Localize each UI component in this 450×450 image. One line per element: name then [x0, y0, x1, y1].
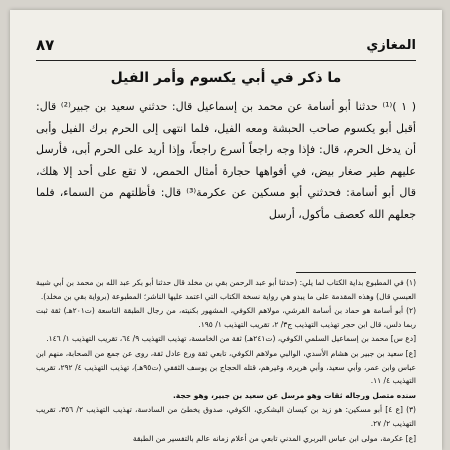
footnotes	[36, 276, 416, 446]
page-number: ٨٧	[36, 36, 55, 54]
footnote: (٣) [ع ٤] أبو مسكين: هو زيد بن كيسان اليشكري، الكوفي، صدوق يخطئ من السادسة، تهذيب التهذيب ٢/ ٣٥٦، تقريب التهذيب ٢/ ٢٧.	[36, 405, 416, 428]
hadith-paragraph: ( ١ )⁽¹⁾ حدثنا أبو أسامة عن محمد بن إسماعيل قال: حدثني سعيد بن جبير⁽²⁾ قال: أقبل أبو يكسوم صاحب الحبشة ومعه الفيل، فلما انتهى إلى الحرم برك الفيل وأبى أن يدخل الحرم، قال: فإذا وجه راجعاً أسرع راجعاً، وإذا أريد على الحرم أبى، فأرسل عليهم طير صغار بيض، في أفواهها حجارة أمثال الحمص، لا تقع على أحد إلا هلك، قال أبو أسامة: فحدثني أبو مسكين عن عكرمة⁽³⁾ قال: فأظلتهم من السماء، فلما جعلهم الله كعصف مأكول، أرسل	[36, 100, 416, 221]
footnote-verdict: سنده متصل ورجاله ثقات وهو مرسل عن سعيد بن جبير، وهو حجة.	[172, 390, 416, 400]
footnote: (٢) أبو أسامة هو حماد بن أسامة القرشي، مولاهم الكوفي، المشهور بكنيته، من رجال الطبقة التاسعة (ت٢٠١هـ) ثقة ثبت ربما دلس، قال ابن حجر تهذيب التهذيب ج٣/ ٢، تقريب التهذيب ١/ ١٩٥.	[36, 306, 416, 329]
footnote: [ع] سعيد بن جبير بن هشام الأسدي، الوالبي مولاهم الكوفي، تابعي ثقة ورع عادل ثقة، روى عن جمع من الصحابة، منهم ابن عباس وابن عمر، وأبي سعيد، وأبي هريرة، وغيرهم، قتله الحجاج بن يوسف الثقفي (ت٩٥هـ)، تهذيب التهذيب ٤/ ٢٩٢، تقريب التهذيب ٤/ ١١.	[36, 348, 416, 386]
main-text	[36, 96, 416, 269]
document-page	[10, 10, 442, 450]
page-header	[36, 36, 416, 61]
footnote: (١) في المطبوع بداية الكتاب لما يلي: (حدثنا أبو عبد الرحمن بقي بن مخلد قال حدثنا أبو بكر عبد الله بن محمد بن أبي شيبة العبسي قال) وهذه المقدمة على ما يبدو هي رواية نسخة الكتاب التي اعتمد عليها الناشر؛ المطبوعة (برواية بقي بن مخلد).	[36, 278, 416, 301]
footnote: [ع] عكرمة، مولى ابن عباس البربري المدني تابعي من أعلام زمانه عالم بالتفسير من الطبقة	[132, 433, 416, 443]
footnote-divider	[296, 272, 416, 273]
running-head: المغازي	[366, 38, 416, 53]
footnote: [دع س] محمد بن إسماعيل السلمي الكوفي، (ت٢٤١هـ) ثقة من الخامسة، تهذيب التهذيب ٩/ ٦٤، تقريب التهذيب ١/ ١٤٦.	[46, 334, 416, 344]
section-title: ما ذكر في أبي يكسوم وأمر الفيل	[110, 70, 342, 86]
